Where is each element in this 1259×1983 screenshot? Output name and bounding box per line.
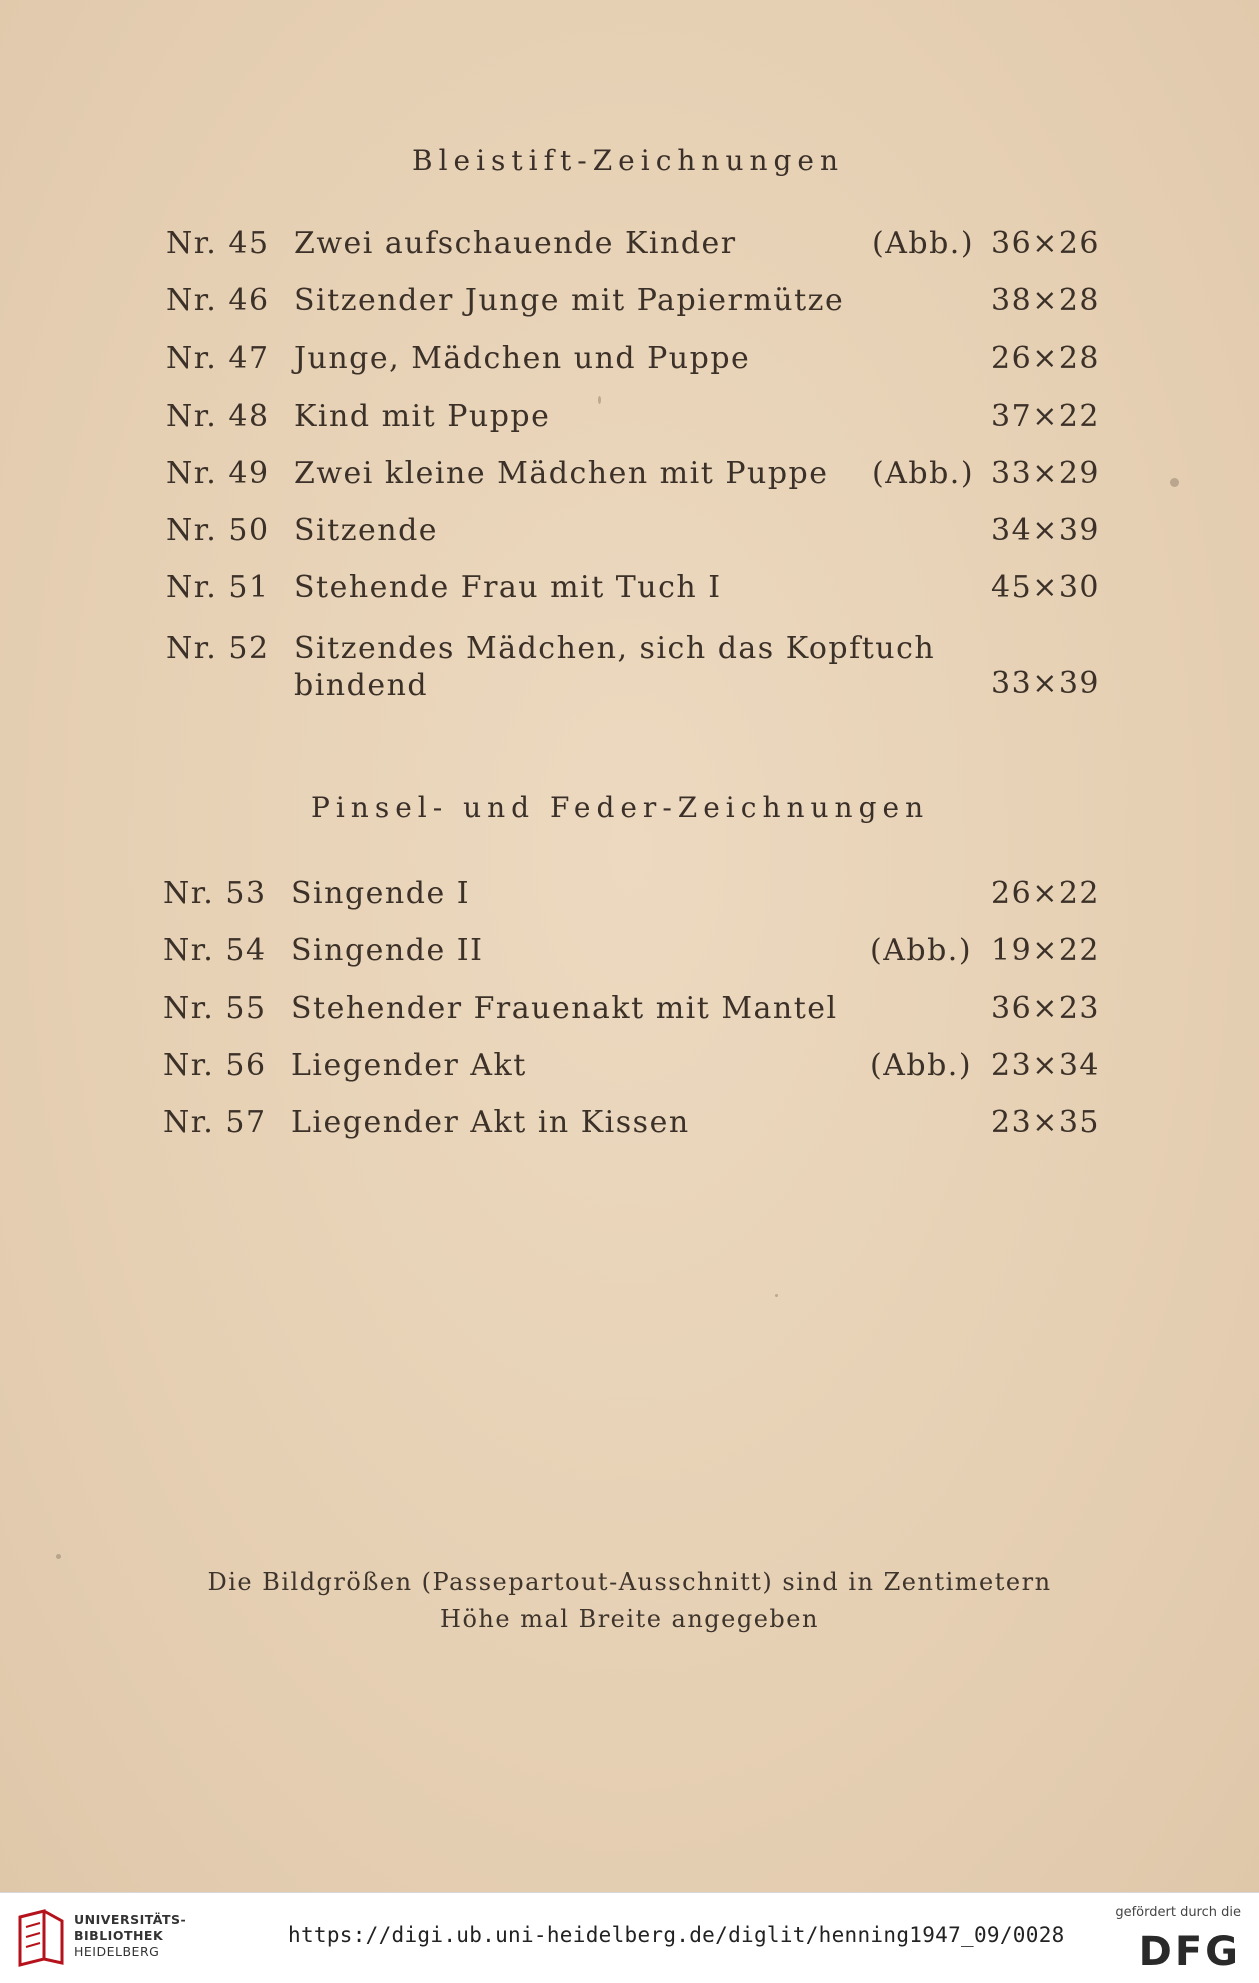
item-size: 23×35 (991, 1105, 1100, 1140)
section-heading-brush-pen: Pinsel- und Feder-Zeichnungen (311, 791, 930, 824)
illustration-marker: (Abb.) (870, 933, 973, 968)
item-number: Nr. 49 (166, 456, 270, 491)
permalink-url[interactable]: https://digi.ub.uni-heidelberg.de/diglit/henning1947_09/0028 (288, 1923, 1065, 1947)
item-size: 19×22 (991, 933, 1100, 968)
item-title: Stehende Frau mit Tuch I (294, 570, 722, 605)
item-number: Nr. 47 (166, 341, 270, 376)
item-number: Nr. 54 (163, 933, 267, 968)
catalog-row (0, 226, 1259, 266)
item-title: Singende II (291, 933, 484, 968)
item-size: 26×28 (991, 341, 1100, 376)
library-name-line-2: BIBLIOTHEK (74, 1928, 164, 1943)
item-title: Kind mit Puppe (294, 399, 551, 434)
section-heading-pencil: Bleistift-Zeichnungen (412, 144, 845, 177)
item-number: Nr. 45 (166, 226, 270, 261)
item-title: Sitzendes Mädchen, sich das Kopftuch (294, 631, 936, 666)
item-title: Zwei aufschauende Kinder (294, 226, 737, 261)
item-number: Nr. 51 (166, 570, 270, 605)
item-number: Nr. 48 (166, 399, 270, 434)
catalog-row (0, 1105, 1259, 1145)
library-logo-icon[interactable] (14, 1907, 68, 1969)
item-title: Singende I (291, 876, 471, 911)
catalog-row (0, 283, 1259, 323)
item-size: 36×23 (991, 991, 1100, 1026)
catalog-row (0, 341, 1259, 381)
library-name-line-3: HEIDELBERG (74, 1944, 160, 1959)
item-size: 34×39 (991, 513, 1100, 548)
item-title-continuation: bindend (294, 668, 429, 703)
item-number: Nr. 55 (163, 991, 267, 1026)
paper-speck (1170, 478, 1179, 487)
item-size: 38×28 (991, 283, 1100, 318)
item-title: Liegender Akt in Kissen (291, 1105, 690, 1140)
footnote-line-2: Höhe mal Breite angegeben (440, 1605, 819, 1633)
library-name-line-1: UNIVERSITÄTS- (74, 1912, 187, 1927)
catalog-row (0, 876, 1259, 916)
item-size: 26×22 (991, 876, 1100, 911)
item-title: Sitzende (294, 513, 439, 548)
item-size: 33×29 (991, 456, 1100, 491)
item-number: Nr. 53 (163, 876, 267, 911)
viewer-footer (0, 1892, 1259, 1983)
item-size: 23×34 (991, 1048, 1100, 1083)
item-number: Nr. 46 (166, 283, 270, 318)
item-number: Nr. 56 (163, 1048, 267, 1083)
catalog-row (0, 456, 1259, 496)
footnote-line-1: Die Bildgrößen (Passepartout-Ausschnitt) sind in Zentimetern (207, 1568, 1052, 1596)
item-number: Nr. 50 (166, 513, 270, 548)
item-title: Zwei kleine Mädchen mit Puppe (294, 456, 829, 491)
item-size: 36×26 (991, 226, 1100, 261)
dfg-logo[interactable]: DFG (1138, 1929, 1241, 1975)
paper-speck (775, 1294, 778, 1297)
item-size: 33×39 (991, 666, 1100, 701)
item-size: 45×30 (991, 570, 1100, 605)
illustration-marker: (Abb.) (872, 226, 975, 261)
library-name[interactable] (74, 1912, 186, 1960)
catalog-row (0, 1048, 1259, 1088)
item-title: Sitzender Junge mit Papiermütze (294, 283, 845, 318)
item-number: Nr. 52 (166, 631, 270, 666)
catalog-row (0, 933, 1259, 973)
catalog-row (0, 570, 1259, 610)
paper-speck (56, 1554, 61, 1559)
illustration-marker: (Abb.) (872, 456, 975, 491)
item-title: Junge, Mädchen und Puppe (294, 341, 751, 376)
item-number: Nr. 57 (163, 1105, 267, 1140)
funded-by-label: gefördert durch die (1115, 1905, 1241, 1920)
catalog-row (0, 513, 1259, 553)
item-title: Liegender Akt (291, 1048, 527, 1083)
catalog-row (0, 631, 1259, 671)
item-size: 37×22 (991, 399, 1100, 434)
item-title: Stehender Frauenakt mit Mantel (291, 991, 838, 1026)
catalog-row (0, 399, 1259, 439)
paper-speck (598, 396, 601, 404)
illustration-marker: (Abb.) (870, 1048, 973, 1083)
catalog-row (0, 991, 1259, 1031)
